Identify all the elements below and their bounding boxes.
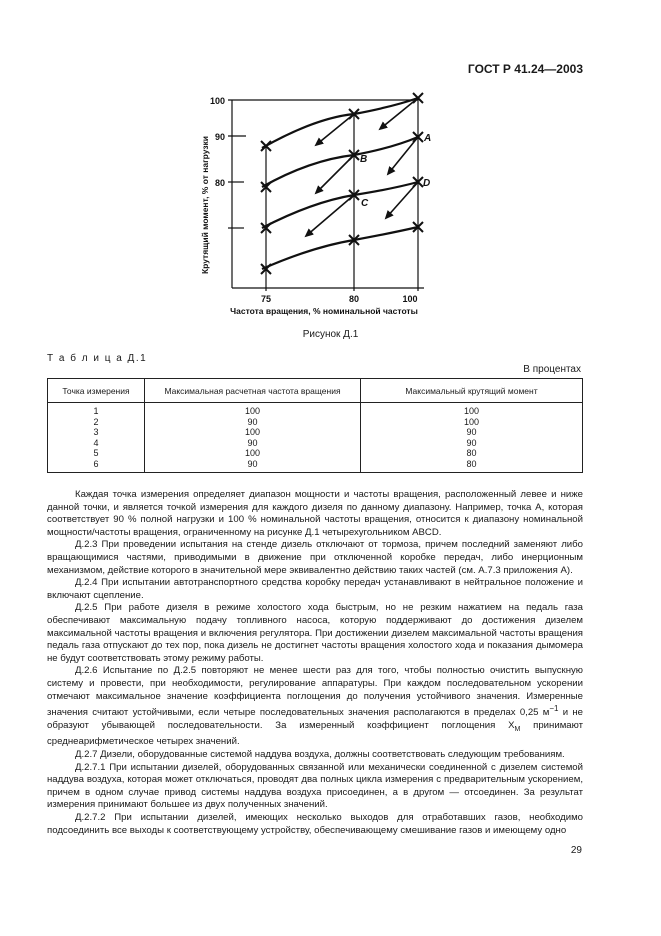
paragraph: Каждая точка измерения определяет диапазон мощности и частоты вращения, расположенный левее и ниже данной точки, и является точкой измерения для каждого дизеля по данному диапазону. Например, точка А, которая соответствует 90 % полной нагрузки и 100 % номинальной частоты вращения, относится к диапазону номинальной мощности/частоты вращения, ограниченному на рисунке Д.1 четырехугольником ABCD.	[47, 489, 583, 538]
arrow-2	[316, 114, 354, 145]
column-header: Максимальная расчетная частота вращения	[145, 379, 361, 403]
table-row: 5 100 80	[48, 448, 583, 459]
paragraph: Д.2.7 Дизели, оборудованные системой наддува воздуха, должны соответствовать следующим требованиям.	[75, 748, 565, 760]
standard-header: ГОСТ Р 41.24—2003	[467, 62, 583, 76]
paragraph: Д.2.6 Испытание по Д.2.5 повторяют не менее шести раз для того, чтобы полностью очистить выпускную систему и провести, при необходимости, регулирование аппаратуры. При каждом последовательном ускорении отмечают максимальное значение коэффициента поглощения до получения устойчивого значения. Измеренные значения считают устойчивыми, если четыре последовательных значения располагаются в пределах 0,25 $м^{-1}$ и не образуют убывающей последовательности. За измеренный коэффициент поглощения $X_M$ принимают среднеарифметическое четырех значений.	[47, 665, 584, 748]
column-header: Максимальный крутящий момент	[361, 379, 583, 403]
paragraph: Д.2.5 При работе дизеля в режиме холостого хода быстрым, но не резким нажатием на педаль газа обеспечивают максимальную подачу топливного насоса, которую поддерживают до достижения дизелем максимальной частоты вращения и включения регулятора. При достижении дизелем максимальной частоты вращения педаль газа отпускают до тех пор, пока дизель не достигнет частоты вращения холостого хода и показания дымомера не будут соответствовать этому режиму работы.	[47, 602, 583, 664]
figure-caption: Рисунок Д.1	[302, 329, 359, 340]
table-row: 1 100 100	[48, 403, 583, 417]
point-label-a: A	[424, 133, 432, 144]
table-row: 4 90 90	[48, 438, 583, 449]
table-unit: В процентах	[523, 364, 581, 375]
x-tick-label: 100	[402, 294, 418, 304]
measurement-table	[47, 378, 583, 473]
page-number: 29	[570, 845, 582, 856]
table-row: 2 90 100	[48, 417, 583, 428]
table-row: 3 100 90	[48, 427, 583, 438]
torque-speed-figure	[0, 0, 661, 330]
curve-2	[262, 137, 418, 187]
table-title: Т а б л и ц а Д.1	[47, 353, 148, 364]
y-tick-label: 80	[214, 178, 225, 188]
curve-1	[262, 98, 418, 148]
x-tick-label: 80	[348, 294, 360, 304]
y-axis-label: Крутящий момент, % от нагрузки	[200, 135, 210, 275]
paragraph: Д.2.3 При проведении испытания на стенде дизель отключают от тормоза, причем последний заменяют либо вращающимися частями, приводимыми в движение при отключенной коробке передач, либо инерционным механизмом, действие которого в значительной мере эквивалентно действию таких частей (см. А.7.3 приложения А).	[47, 539, 583, 576]
y-tick-label: 100	[209, 96, 225, 106]
curve-4	[262, 227, 418, 269]
point-label-c: C	[361, 198, 369, 209]
point-label-d: D	[423, 178, 431, 189]
x-tick-label: 75	[260, 294, 272, 304]
paragraph: Д.2.7.2 При испытании дизелей, имеющих несколько выходов для отработавших газов, необходимо подсоединить все выходы к соответствующему устройству, обеспечивающему смешивание газов и имеющему одно	[47, 811, 583, 836]
x-axis-label: Частота вращения, % номинальной частоты	[230, 306, 418, 316]
paragraph: Д.2.4 При испытании автотранспортного средства коробку передач устанавливают в нейтральное положение и включают сцепление.	[47, 577, 583, 601]
arrow-1	[380, 98, 418, 129]
paragraph: Д.2.7.1 При испытании дизелей, оборудованных связанной или механически соединенной с дизелем системой наддува воздуха, которая может отключаться, проводят два полных цикла измерения с предварительным ускорением, причем в одном случае привод системы наддува воздуха присоединен, а в другом — отсоединен. За результат измерения принимают большее из двух полученных значений.	[47, 761, 583, 811]
body-text	[47, 489, 583, 837]
point-label-b: B	[360, 154, 368, 165]
curve-3	[262, 182, 418, 228]
y-tick-label: 90	[214, 132, 225, 142]
table-row: 6 90 80	[48, 459, 583, 472]
column-header: Точка измерения	[48, 379, 145, 403]
